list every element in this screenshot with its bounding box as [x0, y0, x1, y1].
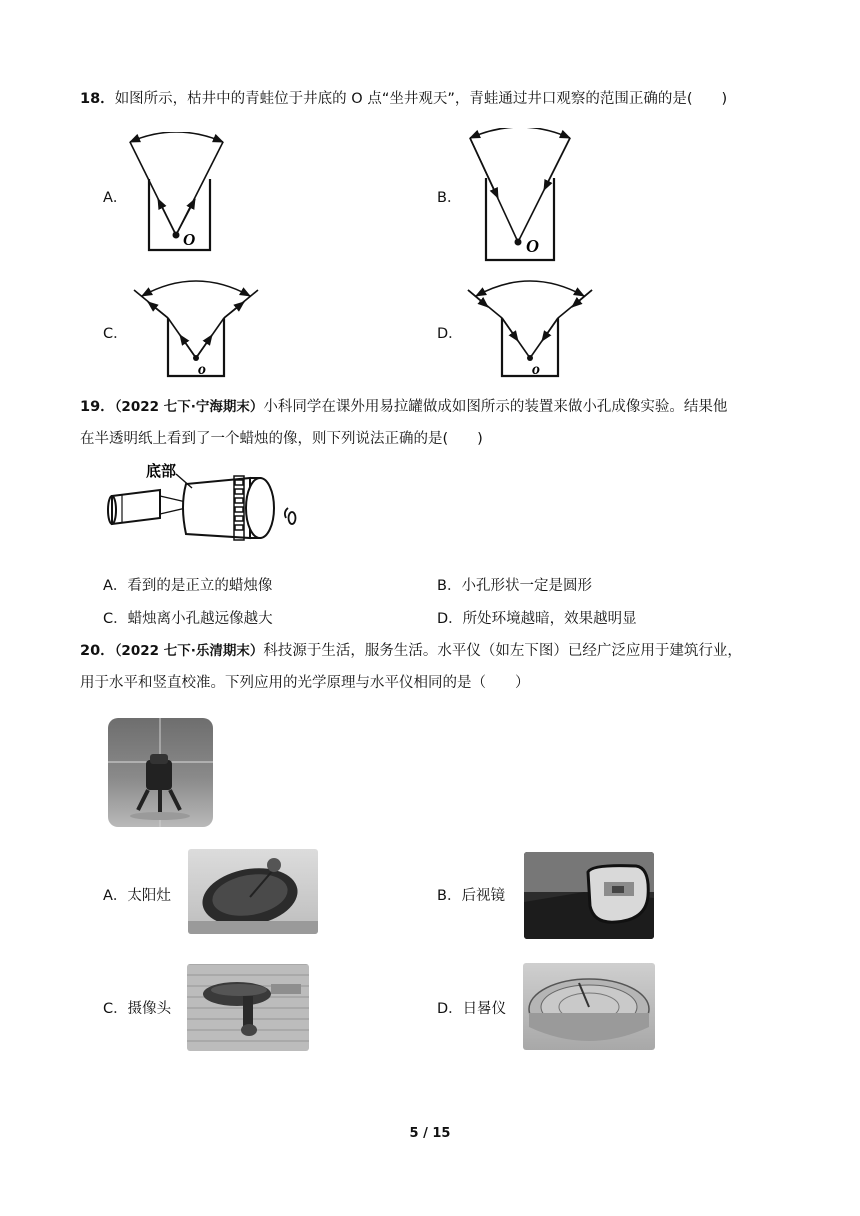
q20-number: 20． [80, 643, 115, 659]
q19-text-line1: 小科同学在课外用易拉罐做成如图所示的装置来做小孔成像实验。结果他 [263, 399, 728, 415]
q19-option-b-label: B． [437, 578, 462, 594]
rearview-mirror-photo [524, 852, 654, 939]
q19-option-a-label: A． [103, 578, 128, 594]
q19-option-b-text: 小孔形状一定是圆形 [461, 578, 592, 594]
q18-option-b-diagram [462, 128, 580, 264]
q18-d-point-label: o [532, 361, 540, 378]
q20-stem-line1 [80, 640, 742, 662]
q20-option-a-label: A． [103, 888, 128, 904]
page-number: 5 / 15 [409, 1126, 451, 1141]
q18-option-a-label: A． [103, 190, 128, 206]
q20-option-b[interactable] [437, 884, 505, 905]
q20-option-d-text: 日晷仪 [462, 1001, 507, 1017]
q18-option-c-diagram [128, 278, 264, 380]
q18-option-d-diagram [462, 278, 598, 380]
q20-option-a-text: 太阳灶 [127, 888, 171, 904]
sundial-photo [523, 963, 655, 1050]
q18-a-point-label: O [183, 230, 196, 249]
q19-option-d-label: D． [437, 611, 463, 627]
q20-text-line1: 科技源于生活，服务生活。水平仪（如左下图）已经广泛应用于建筑行业， [263, 643, 742, 659]
q19-option-d[interactable] [437, 607, 637, 628]
q20-option-c-label: C． [103, 1001, 128, 1017]
q20-source: （2022 七下·乐清期末） [114, 643, 264, 659]
q18-c-point-label: o [198, 361, 206, 378]
q19-figure-label: 底部 [146, 462, 177, 480]
q20-stem-line2 [80, 672, 530, 694]
q18-option-d-label: D． [437, 326, 463, 342]
q19-pinhole-can-figure [100, 456, 310, 556]
q18-text: 如图所示，枯井中的青蛙位于井底的 O 点“坐井观天”，青蛙通过井口观察的范围正确的是( ) [114, 91, 728, 107]
q19-option-c-label: C． [103, 611, 128, 627]
q20-option-b-label: B． [437, 888, 462, 904]
q20-option-c-text: 摄像头 [127, 1001, 172, 1017]
solar-cooker-photo [188, 849, 318, 934]
q20-option-a[interactable] [103, 884, 171, 905]
q18-number: 18． [80, 91, 115, 107]
q18-stem [80, 88, 727, 110]
q19-option-c-text: 蜡烛离小孔越远像越大 [127, 611, 273, 627]
q20-text-line2: 用于水平和竖直校准。下列应用的光学原理与水平仪相同的是（ ） [80, 675, 530, 691]
q18-b-point-label: O [526, 236, 539, 256]
laser-level-photo [108, 718, 213, 827]
q20-option-d-label: D． [437, 1001, 463, 1017]
q19-stem-line2 [80, 428, 483, 450]
q20-option-b-text: 后视镜 [461, 888, 505, 904]
q19-option-a[interactable] [103, 574, 272, 595]
q20-option-d[interactable] [437, 997, 506, 1018]
q18-option-c-label: C． [103, 326, 128, 342]
q19-option-c[interactable] [103, 607, 273, 628]
q19-text-line2: 在半透明纸上看到了一个蜡烛的像，则下列说法正确的是( ) [80, 431, 483, 447]
q19-number: 19． [80, 399, 115, 415]
q19-option-b[interactable] [437, 574, 592, 595]
q19-source: （2022 七下·宁海期末） [114, 399, 264, 415]
q19-stem-line1 [80, 396, 727, 418]
q20-option-c[interactable] [103, 997, 171, 1018]
q18-option-b-label: B． [437, 190, 462, 206]
q18-option-a-diagram [122, 132, 232, 258]
security-camera-photo [187, 964, 309, 1051]
q19-option-d-text: 所处环境越暗，效果越明显 [462, 611, 637, 627]
q19-option-a-text: 看到的是正立的蜡烛像 [127, 578, 273, 594]
